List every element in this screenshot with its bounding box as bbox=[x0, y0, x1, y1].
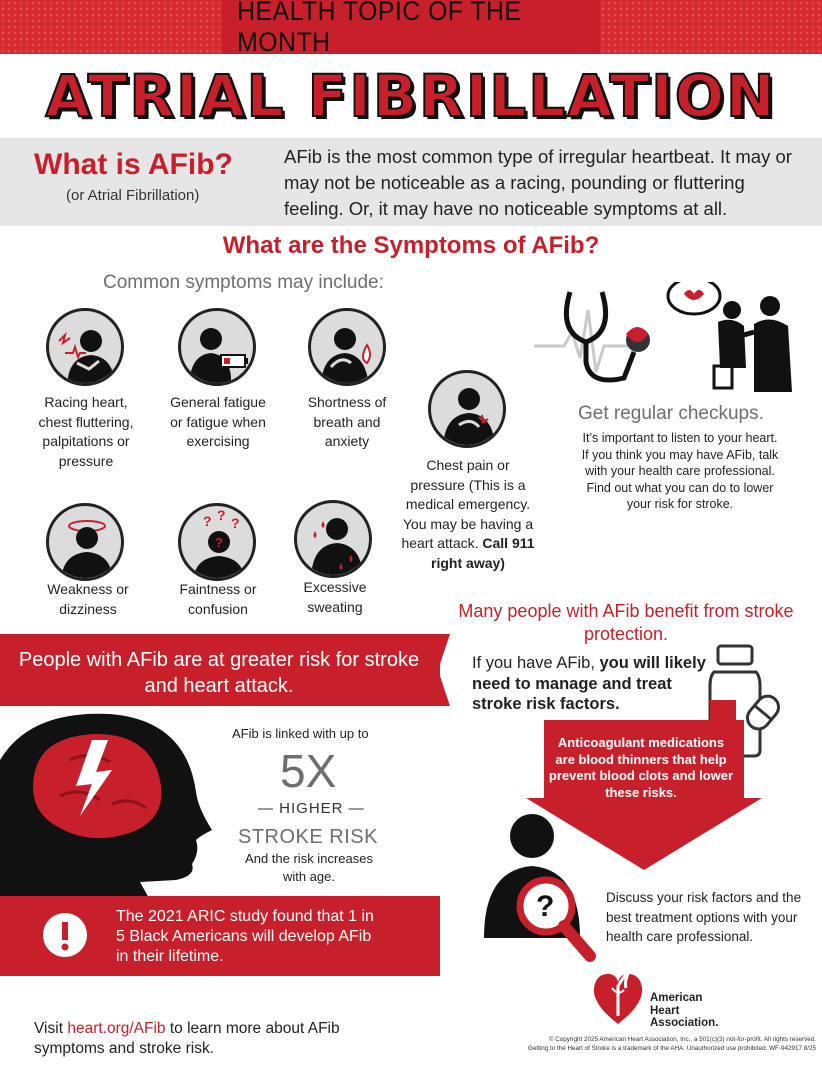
what-is-afib-subtitle: (or Atrial Fibrillation) bbox=[66, 187, 200, 204]
person-magnifier-icon bbox=[480, 808, 610, 968]
symptoms-heading: What are the Symptoms of AFib? bbox=[222, 232, 600, 259]
svg-text:?: ? bbox=[217, 507, 226, 523]
symptom-fatigue-label: General fatigue or fatigue when exercising bbox=[170, 394, 266, 449]
aric-study-text: The 2021 ARIC study found that 1 in 5 Black Americans will develop AFib in their lifetime. bbox=[116, 908, 374, 965]
stroke-risk-label: STROKE RISK bbox=[238, 826, 378, 848]
symptom-breath-label: Shortness of breath and anxiety bbox=[307, 394, 387, 449]
checkups-text: It’s important to listen to your heart. If you think you may have AFib, talk with your health care professional. Find out what you can do to lower your risk for stroke. bbox=[581, 431, 779, 511]
symptoms-intro: Common symptoms may include: bbox=[103, 272, 384, 293]
what-is-afib-text: AFib is the most common type of irregular heartbeat. It may or may not be noticeable as a racing, pounding or fluttering feeling. Or, it may have no noticeable symptoms at all. bbox=[284, 146, 792, 219]
aha-line-3: Association. bbox=[650, 1017, 719, 1029]
banner-title: HEALTH TOPIC OF THE MONTH bbox=[237, 0, 522, 57]
chest-pain-icon bbox=[428, 370, 506, 448]
sweating-icon bbox=[294, 500, 372, 578]
protection-text bbox=[472, 653, 707, 715]
aha-wordmark bbox=[650, 992, 718, 1030]
aha-logo-icon bbox=[590, 966, 646, 1026]
copyright-line-1: © Copyright 2025 American Heart Association, Inc., a 501(c)(3) not-for-profit. All rights reserved. bbox=[548, 1036, 816, 1043]
aha-line-1: American bbox=[650, 992, 703, 1004]
shortness-breath-icon bbox=[308, 308, 386, 386]
svg-text:?: ? bbox=[536, 890, 555, 923]
symptom-dizziness-label: Weakness or dizziness bbox=[47, 581, 129, 617]
symptom-sweating-label: Excessive sweating bbox=[303, 579, 367, 615]
call-911-text: Call 911 right away) bbox=[431, 535, 535, 571]
visit-suffix: to learn more about AFib symptoms and stroke risk. bbox=[34, 1020, 340, 1057]
page-title: ATRIAL FIBRILLATION bbox=[45, 62, 777, 130]
risk-banner-text: People with AFib are at greater risk for stroke and heart attack. bbox=[18, 649, 420, 697]
dizziness-icon bbox=[46, 503, 124, 581]
what-is-afib-heading: What is AFib? bbox=[34, 148, 233, 181]
five-x-multiplier: 5X bbox=[280, 745, 337, 797]
svg-text:?: ? bbox=[203, 513, 212, 529]
copyright-text bbox=[476, 1035, 816, 1053]
heart-org-afib-link[interactable]: heart.org/AFib bbox=[67, 1020, 166, 1037]
risk-increases-text: And the risk increases with age. bbox=[245, 851, 373, 884]
brain-head-illustration bbox=[0, 700, 232, 900]
svg-text:?: ? bbox=[215, 535, 223, 550]
checkup-illustration bbox=[534, 282, 814, 400]
protection-heading: Many people with AFib benefit from stroke protection. bbox=[458, 601, 794, 644]
visit-prefix: Visit bbox=[34, 1020, 64, 1037]
discuss-text: Discuss your risk factors and the best treatment options with your health care professional. bbox=[606, 890, 802, 944]
copyright-line-2: Getting to the Heart of Stroke is a trademark of the AHA. Unauthorized use prohibited. WF-942917 8/25 bbox=[527, 1045, 816, 1052]
fatigue-battery-icon bbox=[178, 308, 256, 386]
afib-linked-text: AFib is linked with up to bbox=[232, 726, 369, 741]
aha-line-2: Heart bbox=[650, 1004, 680, 1017]
top-banner-label-box bbox=[222, 0, 600, 57]
chest-pain-text: Chest pain or pressure (This is a medical emergency. You may be having a heart attack. bbox=[401, 457, 534, 551]
confusion-icon bbox=[178, 503, 256, 581]
higher-label: — HIGHER — bbox=[258, 800, 365, 817]
exclamation-icon bbox=[40, 910, 90, 960]
symptom-confusion-label: Faintness or confusion bbox=[179, 581, 257, 617]
symptom-racing-heart-label: Racing heart, chest fluttering, palpitations or pressure bbox=[38, 394, 134, 469]
visit-text bbox=[34, 1019, 364, 1059]
symptom-chest-pain-label bbox=[398, 456, 538, 573]
checkups-heading: Get regular checkups. bbox=[578, 403, 764, 424]
protection-text-plain: If you have AFib, bbox=[472, 654, 595, 672]
racing-heart-icon bbox=[46, 308, 124, 386]
protection-text-bold: you will likely need to manage and treat stroke risk factors. bbox=[472, 654, 706, 713]
svg-text:?: ? bbox=[231, 515, 240, 531]
anticoagulant-text: Anticoagulant medications are blood thinners that help prevent blood clots and lower these risks. bbox=[548, 735, 734, 800]
